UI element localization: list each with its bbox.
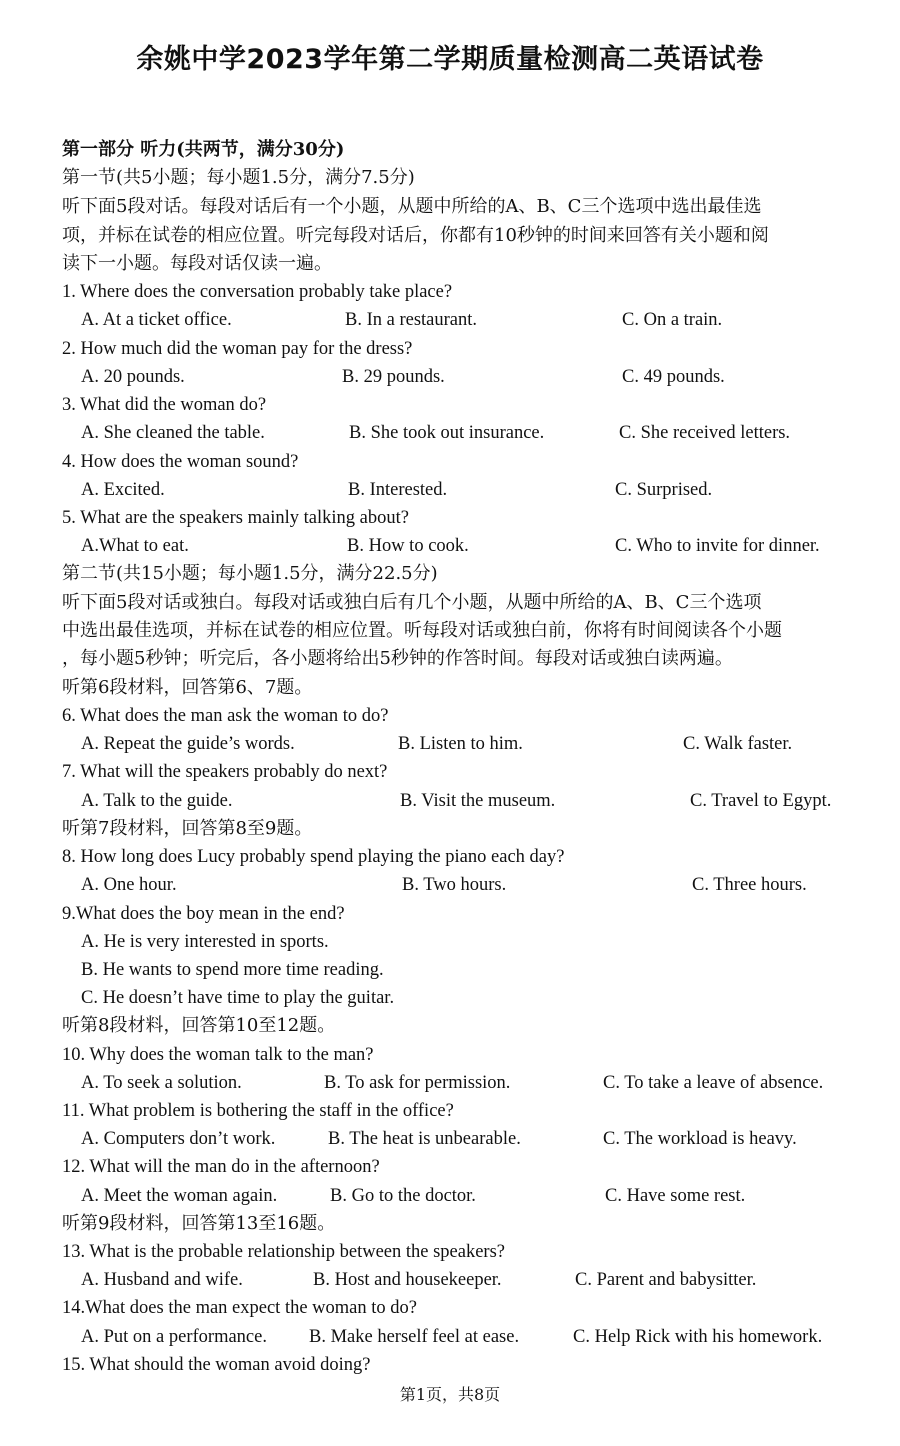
- option-b: B. Host and housekeeper.: [313, 1270, 502, 1290]
- option-c: C. Have some rest.: [605, 1186, 746, 1206]
- option-b: B. She took out insurance.: [349, 423, 545, 443]
- question-stem: 10. Why does the woman talk to the man?: [62, 1045, 374, 1065]
- section1-instruction-line: 听下面5段对话。每段对话后有一个小题，从题中所给的A、B、C三个选项中选出最佳选: [62, 196, 762, 217]
- section2-heading: 第二节(共15小题；每小题1.5分，满分22.5分): [62, 563, 438, 584]
- option-a: A. To seek a solution.: [81, 1073, 242, 1093]
- option-a: A. Talk to the guide.: [81, 791, 233, 811]
- question-stem: 1. Where does the conversation probably take place?: [62, 282, 453, 302]
- question-stem: 7. What will the speakers probably do next?: [62, 762, 388, 782]
- option-c: C. He doesn’t have time to play the guitar.: [81, 988, 395, 1008]
- section2-instruction-line: 听下面5段对话或独白。每段对话或独白后有几个小题，从题中所给的A、B、C三个选项: [62, 592, 762, 613]
- option-c: C. Help Rick with his homework.: [573, 1327, 823, 1347]
- option-b: B. He wants to spend more time reading.: [81, 960, 384, 980]
- exam-title: 余姚中学2023学年第二学期质量检测高二英语试卷: [136, 44, 764, 75]
- section2-instruction-line: 中选出最佳选项，并标在试卷的相应位置。听每段对话或独白前，你将有时间阅读各个小题: [62, 620, 782, 641]
- option-c: C. Travel to Egypt.: [690, 791, 832, 811]
- question-stem: 6. What does the man ask the woman to do?: [62, 706, 389, 726]
- section2-instruction-line: ，每小题5秒钟；听完后，各小题将给出5秒钟的作答时间。每段对话或独白读两遍。: [62, 648, 733, 669]
- page-number: 第1页，共8页: [399, 1385, 501, 1404]
- material-heading: 听第6段材料，回答第6、7题。: [62, 677, 313, 698]
- option-c: C. She received letters.: [619, 423, 791, 443]
- option-b: B. Go to the doctor.: [330, 1186, 476, 1206]
- option-b: B. The heat is unbearable.: [328, 1129, 521, 1149]
- option-a: A. 20 pounds.: [81, 367, 185, 387]
- question-stem: 4. How does the woman sound?: [62, 452, 299, 472]
- part1-heading: 第一部分 听力(共两节，满分30分): [62, 139, 345, 160]
- option-b: B. Make herself feel at ease.: [309, 1327, 520, 1347]
- option-b: B. 29 pounds.: [342, 367, 445, 387]
- option-b: B. How to cook.: [347, 536, 469, 556]
- option-c: C. Who to invite for dinner.: [615, 536, 820, 556]
- section1-heading: 第一节(共5小题；每小题1.5分，满分7.5分): [62, 167, 415, 188]
- option-b: B. Listen to him.: [398, 734, 523, 754]
- question-stem: 11. What problem is bothering the staff in the office?: [62, 1101, 454, 1121]
- question-stem: 12. What will the man do in the afternoon?: [62, 1157, 380, 1177]
- option-c: C. Surprised.: [615, 480, 713, 500]
- material-heading: 听第9段材料，回答第13至16题。: [62, 1213, 336, 1234]
- option-a: A. Meet the woman again.: [81, 1186, 278, 1206]
- option-a: A. Husband and wife.: [81, 1270, 243, 1290]
- option-c: C. On a train.: [622, 310, 723, 330]
- question-stem: 13. What is the probable relationship between the speakers?: [62, 1242, 505, 1262]
- question-stem: 8. How long does Lucy probably spend playing the piano each day?: [62, 847, 565, 867]
- option-a: A. One hour.: [81, 875, 177, 895]
- option-a: A. She cleaned the table.: [81, 423, 265, 443]
- option-c: C. Walk faster.: [683, 734, 793, 754]
- option-a: A. At a ticket office.: [81, 310, 232, 330]
- option-a: A. He is very interested in sports.: [81, 932, 329, 952]
- option-c: C. To take a leave of absence.: [603, 1073, 824, 1093]
- option-b: B. To ask for permission.: [324, 1073, 511, 1093]
- option-b: B. In a restaurant.: [345, 310, 478, 330]
- question-stem: 2. How much did the woman pay for the dress?: [62, 339, 413, 359]
- material-heading: 听第8段材料，回答第10至12题。: [62, 1015, 336, 1036]
- option-b: B. Two hours.: [402, 875, 507, 895]
- option-b: B. Visit the museum.: [400, 791, 556, 811]
- option-c: C. 49 pounds.: [622, 367, 725, 387]
- question-stem: 9.What does the boy mean in the end?: [62, 904, 345, 924]
- question-stem: 5. What are the speakers mainly talking about?: [62, 508, 409, 528]
- option-b: B. Interested.: [348, 480, 448, 500]
- question-stem: 3. What did the woman do?: [62, 395, 267, 415]
- option-a: A.What to eat.: [81, 536, 189, 556]
- option-a: A. Excited.: [81, 480, 165, 500]
- option-c: C. Three hours.: [692, 875, 807, 895]
- option-a: A. Computers don’t work.: [81, 1129, 276, 1149]
- option-a: A. Put on a performance.: [81, 1327, 267, 1347]
- material-heading: 听第7段材料，回答第8至9题。: [62, 818, 313, 839]
- option-a: A. Repeat the guide’s words.: [81, 734, 295, 754]
- section1-instruction-line: 读下一小题。每段对话仅读一遍。: [62, 253, 332, 274]
- section1-instruction-line: 项，并标在试卷的相应位置。听完每段对话后，你都有10秒钟的时间来回答有关小题和阅: [62, 225, 769, 246]
- option-c: C. Parent and babysitter.: [575, 1270, 757, 1290]
- question-stem: 14.What does the man expect the woman to do?: [62, 1298, 417, 1318]
- option-c: C. The workload is heavy.: [603, 1129, 797, 1149]
- question-stem: 15. What should the woman avoid doing?: [62, 1355, 371, 1375]
